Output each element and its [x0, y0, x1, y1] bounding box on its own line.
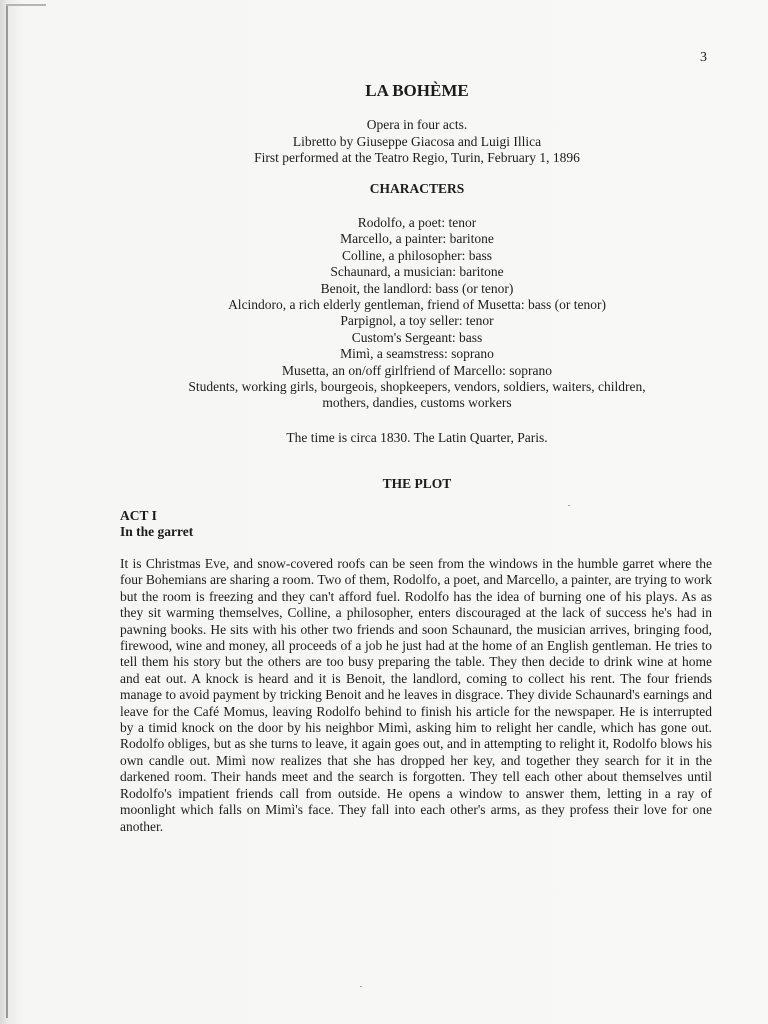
character-line: Alcindoro, a rich elderly gentleman, friend of Musetta: bass (or tenor) [228, 297, 606, 313]
character-line: Mimì, a seamstress: soprano [340, 346, 494, 362]
character-line: Rodolfo, a poet: tenor [357, 215, 477, 230]
intro-line: First performed at the Teatro Regio, Turin, February 1, 1896 [254, 150, 580, 165]
setting-line: The time is circa 1830. The Latin Quarter, Paris. [286, 430, 548, 445]
scan-speck [568, 505, 570, 506]
act-heading [120, 508, 193, 540]
intro-line: Libretto by Giuseppe Giacosa and Luigi Illica [292, 133, 542, 149]
character-line: Musetta, an on/off girlfriend of Marcello: soprano [281, 362, 553, 378]
character-line: Schaunard, a musician: baritone [330, 264, 504, 280]
characters-heading: CHARACTERS [369, 181, 465, 196]
page-top-edge [6, 4, 46, 6]
character-line: Marcello, a painter: baritone [340, 231, 494, 247]
opera-intro [120, 117, 714, 167]
scan-speck [360, 986, 362, 987]
act-subtitle: In the garret [120, 524, 194, 539]
character-line: Parpignol, a toy seller: tenor [340, 313, 494, 329]
character-line: Colline, a philosopher: bass [342, 247, 492, 263]
intro-line: Opera in four acts. [366, 117, 468, 132]
character-line: Benoit, the landlord: bass (or tenor) [320, 280, 514, 296]
page-title: LA BOHÈME [365, 81, 469, 100]
page-binding-edge [6, 6, 8, 1018]
character-line: Custom's Sergeant: bass [351, 329, 483, 345]
plot-paragraph: It is Christmas Eve, and snow-covered roofs can be seen from the windows in the humble garret where the four Bohemians are sharing a room. Two of them, Rodolfo, a poet, and Marcello, a painter, are trying to work but the room is freezing and they can't afford fuel. Rodolfo has the idea of burning one of his plays. As as they sit warming themselves, Colline, a philosopher, enters discouraged at the lack of success he's had in pawning books. He sits with his other two friends and soon Schaunard, the musician arrives, bringing food, firewood, wine and money, all proceeds of a job he just had at the home of an English gentleman. He tries to tell them his story but the others are too busy preparing the table. They then decide to drink wine at home and eat out. A knock is heard and it is Benoit, the landlord, coming to collect his rent. The four friends manage to avoid payment by tricking Benoit and he leaves in disgrace. They divide Schaunard's earnings and leave for the Café Momus, leaving Rodolfo behind to finish his article for the newspaper. He is interrupted by a timid knock on the door by his neighbor Mimì, asking him to relight her candle, which has gone out. Rodolfo obliges, but as she turns to leave, it again goes out, and in attempting to relight it, Rodolfo blows his own candle out. Mimì now realizes that she has dropped her key, and together they search for it in the darkened room. Their hands meet and the search is forgotten. They tell each other about themselves until Rodolfo's impatient friends call from outside. He opens a window to answer them, letting in a ray of moonlight which falls on Mimì's face. They fall into each other's arms, as they profess their love for one another. [120, 556, 712, 834]
page-number: 3 [700, 50, 707, 65]
characters-list [120, 215, 714, 412]
act-title: ACT I [120, 508, 157, 523]
plot-heading: THE PLOT [382, 476, 452, 491]
character-line: Students, working girls, bourgeois, shopkeepers, vendors, soldiers, waiters, children, [188, 379, 646, 395]
character-line: mothers, dandies, customs workers [322, 395, 512, 411]
